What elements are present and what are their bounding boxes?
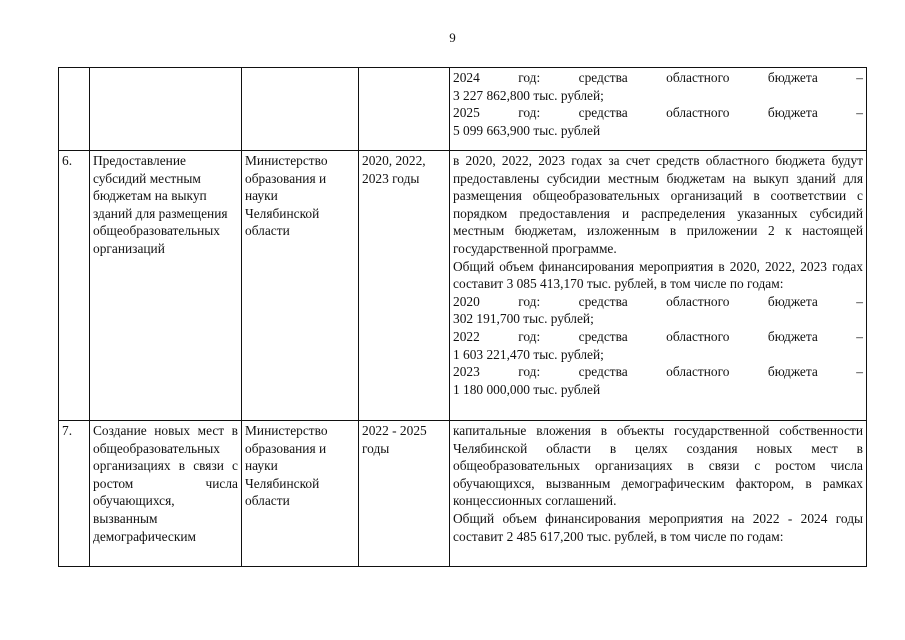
funding-item: 2025 год: средства областного бюджета – 5 099 663,900 тыс. рублей — [453, 105, 863, 138]
total-funding-text: Общий объем финансирования мероприятия на 2022 - 2024 годы составит 2 485 617,200 тыс. рублей, в том числе по годам: — [453, 510, 863, 544]
table-row-continued — [59, 68, 867, 151]
table-row-6 — [59, 151, 867, 421]
description-text: в 2020, 2022, 2023 годах за счет средств областного бюджета будут предоставлены субсидии местным бюджетам на выкуп зданий для размещения общеобразовательных организаций в соответствии с порядком предоставления и распределения указанных субсидий местным бюджетам, изложенным в приложении 2 к настоящей государственной программе. — [453, 153, 863, 256]
cell-number: 7. — [59, 421, 90, 567]
total-funding-text: Общий объем финансирования мероприятия в 2020, 2022, 2023 годах составит 3 085 413,170 тыс. рублей, в том числе по годам: — [453, 258, 863, 292]
page-number: 9 — [449, 30, 456, 45]
cell-description — [450, 421, 867, 567]
cell-title — [90, 68, 242, 151]
cell-title: Предоставление субсидий местным бюджетам на выкуп зданий для размещения общеобразовательных организаций — [90, 151, 242, 421]
cell-title: Создание новых мест в общеобразовательных организациях в связи с ростом числа обучающихся, вызванным демографическим — [90, 421, 242, 567]
cell-number: 6. — [59, 151, 90, 421]
cell-period — [359, 68, 450, 151]
description-text: капитальные вложения в объекты государственной собственности Челябинской области в целях создания новых мест в общеобразовательных организациях в связи с ростом числа обучающихся, вызванным демографическим фактором, в рамках концессионных соглашений. — [453, 423, 863, 509]
funding-item: 2023 год: средства областного бюджета – 1 180 000,000 тыс. рублей — [453, 364, 863, 397]
activities-table — [58, 67, 867, 567]
cell-number — [59, 68, 90, 151]
funding-amount: 1 603 221,470 тыс. рублей; — [453, 346, 604, 362]
cell-executor: Министерство образования и науки Челябинской области — [242, 421, 359, 567]
cell-executor — [242, 68, 359, 151]
funding-amount: 5 099 663,900 тыс. рублей — [453, 122, 601, 138]
funding-amount: 3 227 862,800 тыс. рублей; — [453, 87, 604, 103]
funding-amount: 1 180 000,000 тыс. рублей — [453, 381, 601, 397]
cell-executor: Министерство образования и науки Челябинской области — [242, 151, 359, 421]
cell-period: 2020, 2022, 2023 годы — [359, 151, 450, 421]
cell-description — [450, 68, 867, 151]
funding-item: 2020 год: средства областного бюджета – 302 191,700 тыс. рублей; — [453, 293, 863, 327]
funding-item: 2024 год: средства областного бюджета – 3 227 862,800 тыс. рублей; — [453, 70, 863, 103]
funding-amount: 302 191,700 тыс. рублей; — [453, 311, 594, 327]
cell-description — [450, 151, 867, 421]
funding-item: 2022 год: средства областного бюджета – 1 603 221,470 тыс. рублей; — [453, 328, 863, 362]
table-row-7 — [59, 421, 867, 567]
cell-period: 2022 - 2025 годы — [359, 421, 450, 567]
